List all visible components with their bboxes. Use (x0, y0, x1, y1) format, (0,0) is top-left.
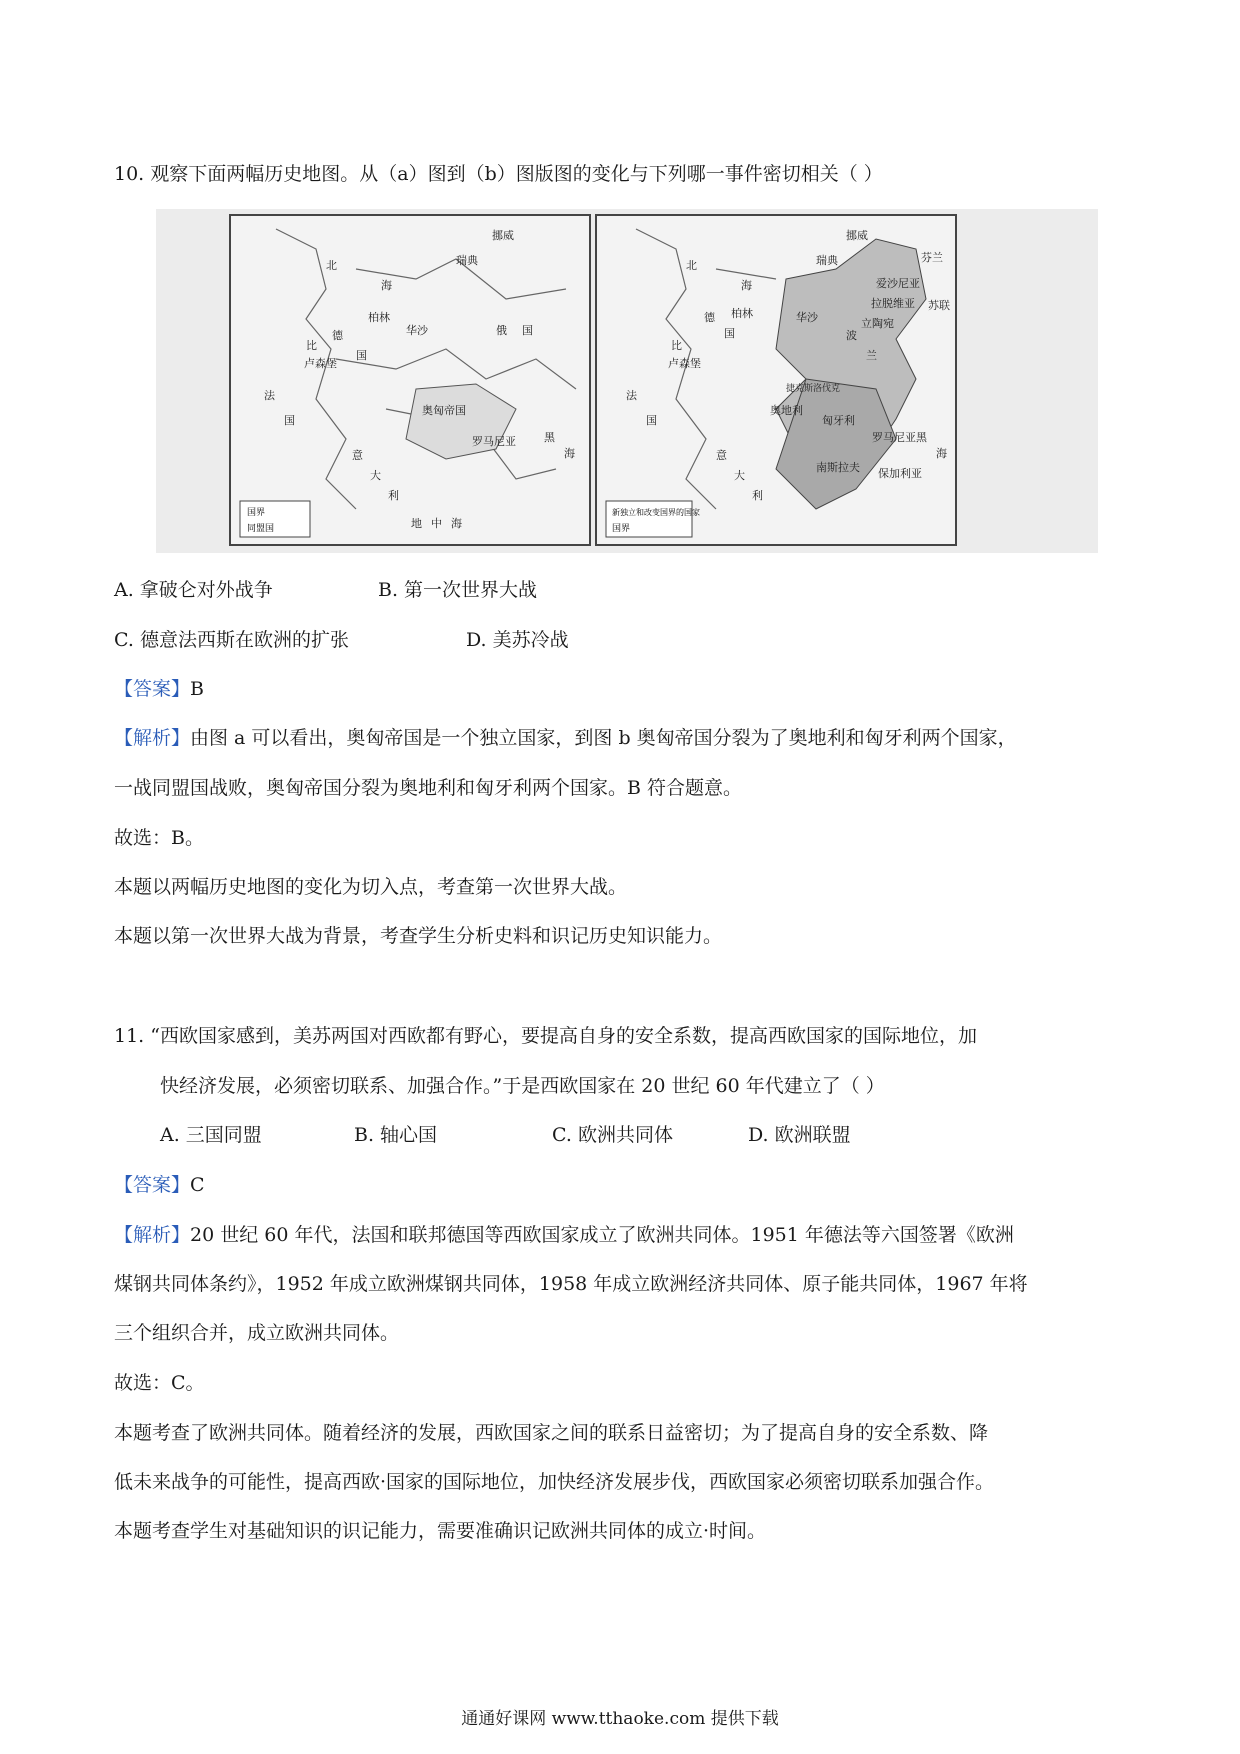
analysis-tag: 【解析】 (114, 1224, 191, 1246)
map-label: 挪威 (492, 229, 514, 242)
map-label: 德 (332, 329, 343, 342)
q11-option-c: C. 欧洲共同体 (552, 1124, 673, 1146)
map-label: 中 (431, 517, 442, 530)
answer-tag: 【答案】 (114, 678, 191, 700)
map-label: 海 (741, 279, 752, 292)
map-label: 罗马尼亚 (872, 431, 916, 444)
q11-answer (114, 1171, 205, 1199)
map-label: 芬兰 (921, 251, 943, 264)
map-label: 拉脱维亚 (871, 297, 915, 310)
map-label: 奥地利 (770, 404, 803, 417)
q11-note-1: 本题考查了欧洲共同体。随着经济的发展，西欧国家之间的联系日益密切；为了提高自身的安全系数、降 (114, 1422, 989, 1444)
map-label: 德 (704, 311, 715, 324)
map-label: 地 (411, 517, 422, 530)
q10-stem: 10. 观察下面两幅历史地图。从（a）图到（b）图版图的变化与下列哪一事件密切相关（ ） (114, 163, 883, 185)
analysis-text: 由图 a 可以看出，奥匈帝国是一个独立国家，到图 b 奥匈帝国分裂为了奥地利和匈牙利两个国家， (190, 727, 1017, 749)
map-label: 比 (671, 339, 682, 352)
map-label: 黑 (544, 431, 555, 444)
q10-option-c: C. 德意法西斯在欧洲的扩张 (114, 629, 349, 651)
map-label: 匈牙利 (822, 414, 855, 427)
q11-option-b: B. 轴心国 (354, 1124, 438, 1146)
q11-option-a: A. 三国同盟 (160, 1124, 262, 1146)
map-label: 国 (356, 349, 367, 362)
q10-option-a: A. 拿破仑对外战争 (114, 579, 273, 601)
map-label: 瑞典 (816, 254, 838, 267)
map-label: 法 (264, 389, 275, 402)
q11-stem-line-2: 快经济发展，必须密切联系、加强合作。”于是西欧国家在 20 世纪 60 年代建立了（ ） (160, 1075, 885, 1097)
q10-option-b: B. 第一次世界大战 (378, 579, 538, 601)
q10-note-2: 本题以第一次世界大战为背景，考查学生分析史料和识记历史知识能力。 (114, 925, 723, 947)
map-label: 海 (451, 517, 462, 530)
map-label: 北 (686, 259, 697, 272)
map-label: 海 (936, 447, 947, 460)
answer-value: C (190, 1174, 205, 1196)
q11-note-3: 本题考查学生对基础知识的识记能力，需要准确识记欧洲共同体的成立·时间。 (114, 1520, 767, 1542)
map-label: 罗马尼亚 (472, 435, 516, 448)
q11-choice: 故选：C。 (114, 1372, 205, 1394)
map-label: 北 (326, 259, 337, 272)
map-label: 国 (522, 324, 533, 337)
map-label: 华沙 (406, 324, 428, 337)
q10-answer (114, 675, 204, 703)
map-label: 奥匈帝国 (422, 404, 466, 417)
analysis-tag: 【解析】 (114, 727, 191, 749)
q10-option-d: D. 美苏冷战 (466, 629, 569, 651)
q10-choice: 故选：B。 (114, 827, 204, 849)
map-label: 柏林 (368, 311, 390, 324)
map-label: 卢森堡 (668, 357, 701, 370)
q11-analysis-line-1 (114, 1221, 1014, 1249)
map-b (596, 215, 956, 545)
map-label: 意 (352, 449, 363, 462)
map-label: 海 (564, 447, 575, 460)
map-label: 黑 (916, 431, 927, 444)
q10-note-1: 本题以两幅历史地图的变化为切入点，考查第一次世界大战。 (114, 876, 628, 898)
analysis-text: 20 世纪 60 年代，法国和联邦德国等西欧国家成立了欧洲共同体。1951 年德法等六国签署《欧洲 (190, 1224, 1014, 1246)
map-label: 捷克斯洛伐克 (786, 384, 841, 394)
map-label: 波 (846, 329, 857, 342)
map-a-legend-1: 国界 (247, 508, 266, 518)
map-label: 大 (734, 469, 745, 482)
q11-option-d: D. 欧洲联盟 (748, 1124, 851, 1146)
q11-analysis-line-3: 三个组织合并，成立欧洲共同体。 (114, 1322, 400, 1344)
map-label: 瑞典 (456, 254, 478, 267)
map-a-legend-2: 同盟国 (247, 524, 275, 534)
map-label: 利 (752, 489, 763, 502)
map-label: 华沙 (796, 311, 818, 324)
map-label: 卢森堡 (304, 357, 337, 370)
page-footer: 通通好课网 www.tthaoke.com 提供下载 (461, 1709, 779, 1729)
map-label: 利 (388, 489, 399, 502)
map-label: 保加利亚 (878, 467, 922, 480)
map-b-legend-1: 新独立和改变国界的国家 (612, 508, 700, 517)
q10-analysis-line-2: 一战同盟国战败，奥匈帝国分裂为奥地利和匈牙利两个国家。B 符合题意。 (114, 777, 743, 799)
map-label: 国 (284, 414, 295, 427)
map-label: 挪威 (846, 229, 868, 242)
map-label: 国 (646, 414, 657, 427)
map-label: 海 (381, 279, 392, 292)
map-label: 爱沙尼亚 (876, 277, 920, 290)
answer-tag: 【答案】 (114, 1174, 191, 1196)
map-label: 苏联 (928, 299, 950, 312)
q11-stem-line-1: 11. “西欧国家感到，美苏两国对西欧都有野心，要提高自身的安全系数，提高西欧国家的国际地位，加 (114, 1025, 977, 1047)
q10-analysis-line-1 (114, 724, 1017, 752)
map-label: 立陶宛 (861, 317, 894, 330)
map-b-legend-2: 国界 (612, 524, 631, 534)
answer-value: B (190, 678, 204, 700)
historical-maps (156, 209, 1098, 553)
map-label: 法 (626, 389, 637, 402)
map-label: 国 (724, 327, 735, 340)
map-label: 兰 (866, 349, 877, 362)
map-label: 比 (306, 339, 317, 352)
map-label: 大 (370, 469, 381, 482)
q11-note-2: 低未来战争的可能性，提高西欧·国家的国际地位，加快经济发展步伐，西欧国家必须密切联系加强合作。 (114, 1471, 995, 1493)
map-label: 俄 (496, 324, 507, 337)
map-label: 意 (716, 449, 727, 462)
map-a (230, 215, 590, 545)
q11-analysis-line-2: 煤钢共同体条约》，1952 年成立欧洲煤钢共同体，1958 年成立欧洲经济共同体、原子能共同体，1967 年将 (114, 1273, 1028, 1295)
map-label: 南斯拉夫 (816, 461, 860, 474)
map-label: 柏林 (731, 307, 753, 320)
